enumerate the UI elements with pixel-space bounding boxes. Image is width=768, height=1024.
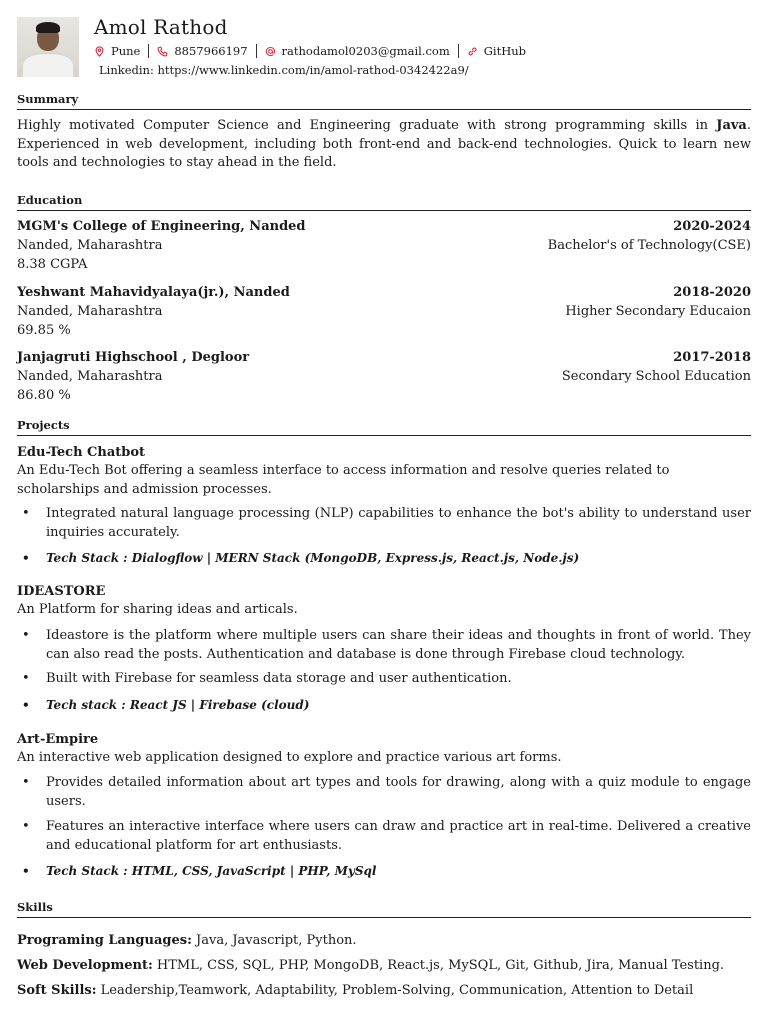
project-bullet: • Provides detailed information about art types and tools for drawing, along with a quiz module to engage users.: [46, 774, 751, 811]
email[interactable]: [265, 44, 450, 58]
summary-heading: Summary: [17, 92, 751, 110]
skill-line: [17, 933, 751, 948]
divider: [458, 44, 459, 58]
project-description: An Platform for sharing ideas and articals.: [17, 602, 298, 617]
project-bullet: • Ideastore is the platform where multiple users can share their ideas and thoughts in front of world. They can also read the posts. Authentication and database is done through Firebase cloud technology.: [46, 627, 751, 664]
education-years: 2017-2018: [673, 350, 751, 365]
education-score: 69.85 %: [17, 323, 71, 338]
summary-text-part: Highly motivated Computer Science and Engineering graduate with strong programming skills in: [17, 118, 717, 133]
education-row: [17, 367, 751, 386]
project-tech-stack: • Tech Stack : Dialogflow | MERN Stack (MongoDB, Express.js, React.js, Node.js): [46, 549, 751, 568]
school-location: Nanded, Maharashtra: [17, 369, 163, 384]
skill-value: Java, Javascript, Python.: [191, 933, 357, 948]
at-sign-icon: [265, 46, 276, 57]
project-title: Art-Empire: [17, 732, 99, 747]
linkedin-link[interactable]: Linkedin: https://www.linkedin.com/in/amol-rathod-0342422a9/: [99, 63, 469, 77]
location-pin-icon: [94, 46, 105, 57]
candidate-name: Amol Rathod: [94, 15, 228, 39]
phone[interactable]: [157, 44, 247, 58]
skill-line: [17, 958, 751, 973]
github-link[interactable]: [467, 44, 526, 58]
project-title: Edu-Tech Chatbot: [17, 445, 146, 460]
education-score: 86.80 %: [17, 388, 71, 403]
education-degree: Bachelor's of Technology(CSE): [547, 238, 751, 253]
phone-text: 8857966197: [174, 44, 248, 58]
summary-text: [17, 117, 751, 173]
education-row: [17, 217, 751, 236]
profile-photo: [17, 17, 79, 77]
education-row: [17, 236, 751, 255]
project-tech-stack: • Tech Stack : HTML, CSS, JavaScript | PHP, MySql: [46, 862, 751, 881]
contact-line: [94, 44, 526, 58]
github-text: GitHub: [483, 44, 527, 58]
location: [94, 44, 140, 58]
education-degree: Secondary School Education: [561, 369, 751, 384]
skill-label: Soft Skills:: [17, 983, 97, 998]
location-text: Pune: [111, 44, 141, 58]
resume-header: [17, 14, 751, 80]
project-description: An Edu-Tech Bot offering a seamless interface to access information and resolve queries related to scholarships and admission processes.: [17, 463, 670, 497]
project-tech-stack: • Tech stack : React JS | Firebase (cloud): [46, 696, 751, 715]
divider: [256, 44, 257, 58]
skill-value: HTML, CSS, SQL, PHP, MongoDB, React.js, MySQL, Git, Github, Jira, Manual Testing.: [152, 958, 725, 973]
education-years: 2018-2020: [673, 285, 751, 300]
skill-line: [17, 983, 751, 998]
school-name: Yeshwant Mahavidyalaya(jr.), Nanded: [17, 285, 290, 300]
education-years: 2020-2024: [673, 219, 751, 234]
school-name: MGM's College of Engineering, Nanded: [17, 219, 306, 234]
divider: [148, 44, 149, 58]
skills-heading: Skills: [17, 900, 751, 918]
project-bullet: • Integrated natural language processing (NLP) capabilities to enhance the bot's ability to understand user inquiries accurately.: [46, 505, 751, 542]
project-bullet: • Built with Firebase for seamless data storage and user authentication.: [46, 670, 751, 689]
education-row: [17, 302, 751, 321]
project-bullet: • Features an interactive interface where users can draw and practice art in real-time. Delivered a creative and educational platform for art enthusiasts.: [46, 818, 751, 855]
summary-text-part: . Experienced in web development, including both front-end and back-end technologies. Quick to learn new tools and technologies to stay ahead in the field.: [17, 118, 751, 170]
phone-icon: [157, 46, 168, 57]
email-text: rathodamol0203@gmail.com: [281, 44, 450, 58]
skill-label: Programing Languages:: [17, 933, 192, 948]
education-row: [17, 283, 751, 302]
project-description: An interactive web application designed to explore and practice various art forms.: [17, 750, 562, 765]
education-heading: Education: [17, 193, 751, 211]
skill-value: Leadership,Teamwork, Adaptability, Problem-Solving, Communication, Attention to Detail: [96, 983, 694, 998]
school-location: Nanded, Maharashtra: [17, 304, 163, 319]
education-degree: Higher Secondary Educaion: [565, 304, 751, 319]
school-name: Janjagruti Highschool , Degloor: [17, 350, 250, 365]
summary-highlight: Java: [716, 118, 747, 133]
projects-heading: Projects: [17, 418, 751, 436]
link-icon: [467, 46, 478, 57]
education-row: [17, 348, 751, 367]
education-score: 8.38 CGPA: [17, 257, 88, 272]
project-title: IDEASTORE: [17, 584, 106, 599]
skill-label: Web Development:: [17, 958, 153, 973]
school-location: Nanded, Maharashtra: [17, 238, 163, 253]
